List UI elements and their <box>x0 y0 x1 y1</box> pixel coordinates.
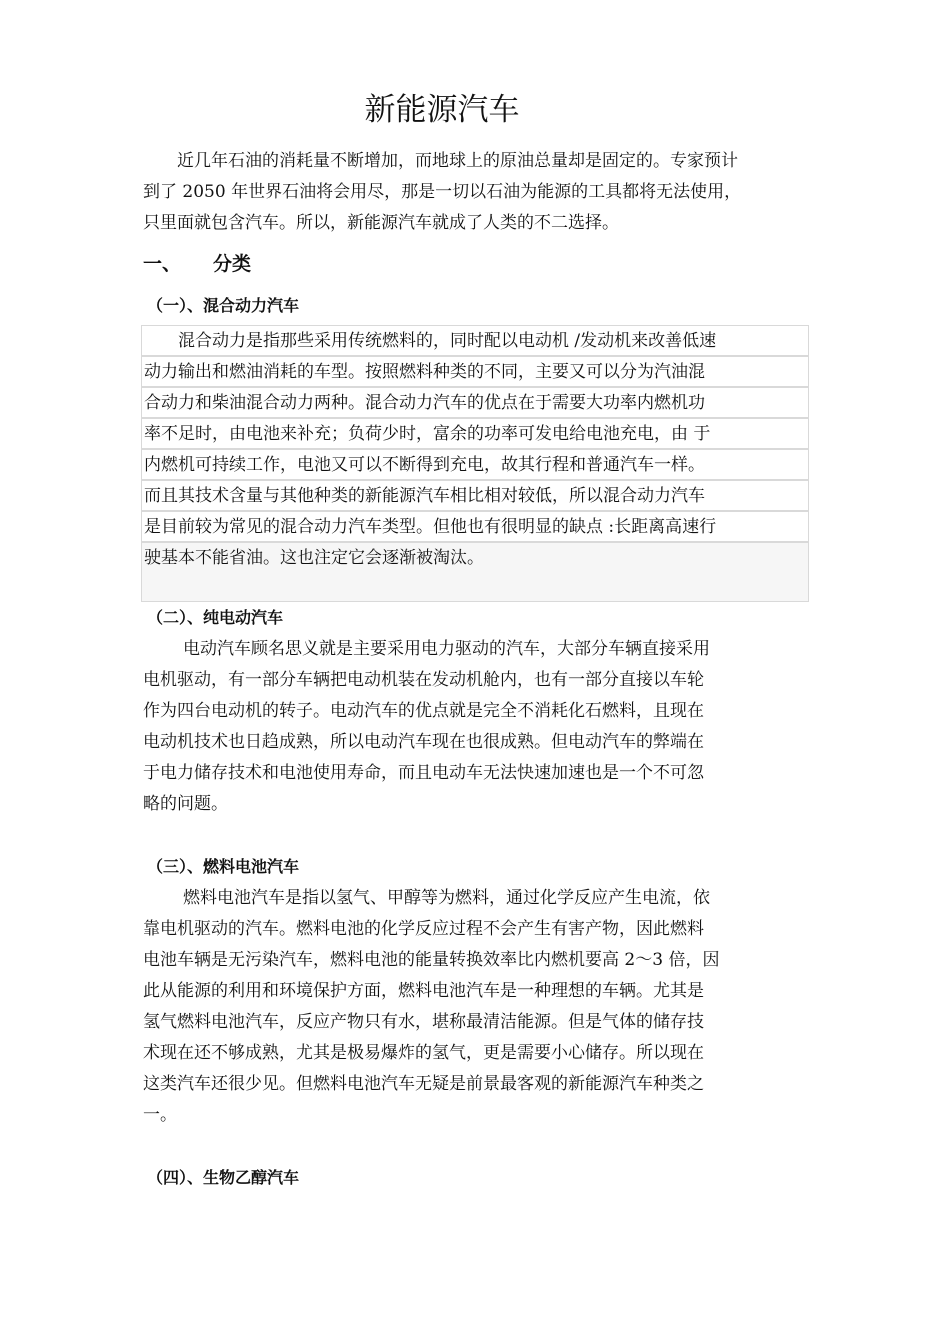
document-title: 新能源汽车 <box>364 92 520 128</box>
fuel-cell-paragraph <box>143 883 807 1131</box>
paragraph-line: 是目前较为常见的混合动力汽车类型。但他也有很明显的缺点 :长距离高速行 <box>141 511 809 542</box>
paragraph-line: 氢气燃料电池汽车，反应产物只有水，堪称最清洁能源。但是气体的储存技 <box>143 1012 704 1032</box>
paragraph-line: 一。 <box>143 1105 177 1125</box>
paragraph-line: 电池车辆是无污染汽车，燃料电池的能量转换效率比内燃机要高 2～3 倍，因 <box>143 950 720 970</box>
paragraph-line: 驶基本不能省油。这也注定它会逐渐被淘汰。 <box>141 542 809 602</box>
subsection-heading-hybrid: （一）、混合动力汽车 <box>147 296 300 315</box>
paragraph-line: 燃料电池汽车是指以氢气、甲醇等为燃料，通过化学反应产生电流，依 <box>183 888 710 908</box>
paragraph-line: 内燃机可持续工作，电池又可以不断得到充电，故其行程和普通汽车一样。 <box>141 449 809 480</box>
paragraph-line: 电动机技术也日趋成熟，所以电动汽车现在也很成熟。但电动汽车的弊端在 <box>143 732 704 752</box>
section-number: 一、 <box>143 253 182 275</box>
paragraph-line: 这类汽车还很少见。但燃料电池汽车无疑是前景最客观的新能源汽车种类之 <box>143 1074 704 1094</box>
paragraph-line: 略的问题。 <box>143 794 228 814</box>
paragraph-line: 率不足时，由电池来补充；负荷少时，富余的功率可发电给电池充电，由 于 <box>141 418 809 449</box>
hybrid-paragraph <box>141 325 809 602</box>
paragraph-line: 到了 2050 年世界石油将会用尽，那是一切以石油为能源的工具都将无法使用， <box>143 182 742 202</box>
paragraph-line: 而且其技术含量与其他种类的新能源汽车相比相对较低，所以混合动力汽车 <box>141 480 809 511</box>
intro-paragraph <box>143 146 807 239</box>
paragraph-line: 动力输出和燃油消耗的车型。按照燃料种类的不同，主要又可以分为汽油混 <box>141 356 809 387</box>
paragraph-line: 混合动力是指那些采用传统燃料的，同时配以电动机 /发动机来改善低速 <box>141 325 809 356</box>
electric-paragraph <box>143 634 807 820</box>
paragraph-line: 作为四台电动机的转子。电动汽车的优点就是完全不消耗化石燃料，且现在 <box>143 701 704 721</box>
paragraph-line: 术现在还不够成熟，尤其是极易爆炸的氢气，更是需要小心储存。所以现在 <box>143 1043 704 1063</box>
paragraph-line: 近几年石油的消耗量不断增加，而地球上的原油总量却是固定的。专家预计 <box>177 151 738 171</box>
paragraph-line: 只里面就包含汽车。所以，新能源汽车就成了人类的不二选择。 <box>143 213 619 233</box>
section-heading <box>143 249 251 279</box>
subsection-heading-bioethanol: （四）、生物乙醇汽车 <box>147 1168 300 1187</box>
paragraph-line: 于电力储存技术和电池使用寿命，而且电动车无法快速加速也是一个不可忽 <box>143 763 704 783</box>
paragraph-line: 此从能源的利用和环境保护方面，燃料电池汽车是一种理想的车辆。尤其是 <box>143 981 704 1001</box>
paragraph-line: 电动汽车顾名思义就是主要采用电力驱动的汽车，大部分车辆直接采用 <box>183 639 710 659</box>
paragraph-line: 靠电机驱动的汽车。燃料电池的化学反应过程不会产生有害产物，因此燃料 <box>143 919 704 939</box>
paragraph-line: 电机驱动，有一部分车辆把电动机装在发动机舱内，也有一部分直接以车轮 <box>143 670 704 690</box>
subsection-heading-fuel-cell: （三）、燃料电池汽车 <box>147 857 300 876</box>
subsection-heading-electric: （二）、纯电动汽车 <box>147 608 284 627</box>
section-title: 分类 <box>213 253 252 275</box>
paragraph-line: 合动力和柴油混合动力两种。混合动力汽车的优点在于需要大功率内燃机功 <box>141 387 809 418</box>
